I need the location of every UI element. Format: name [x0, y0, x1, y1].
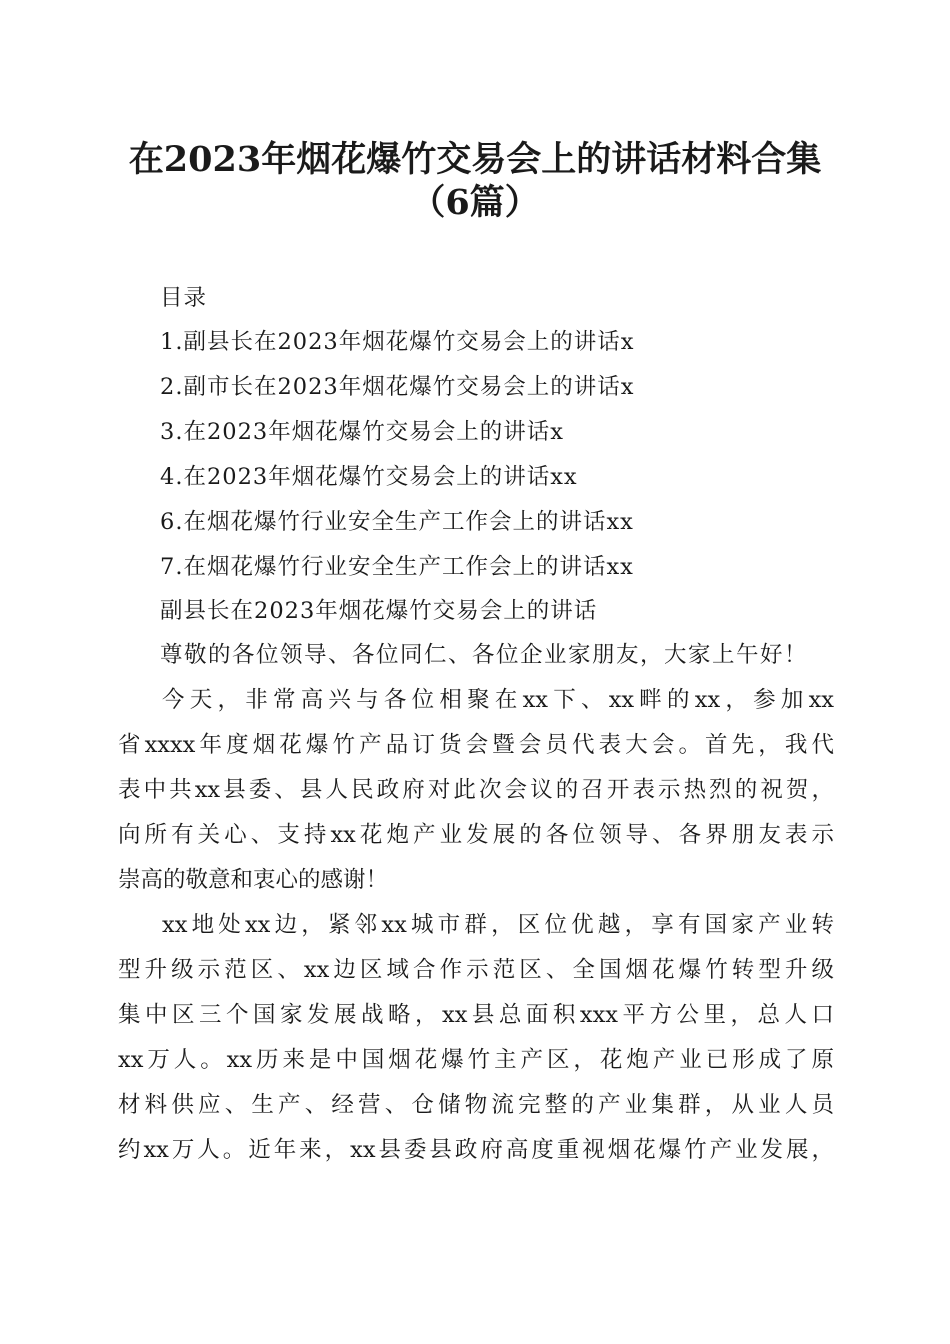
toc-item-5[interactable]: 6.在烟花爆竹行业安全生产工作会上的讲话xx	[160, 509, 634, 535]
toc-item-3[interactable]: 3.在2023年烟花爆竹交易会上的讲话x	[160, 419, 564, 445]
paragraph-line: 约xx万人。近年来，xx县委县政府高度重视烟花爆竹产业发展，	[118, 1137, 834, 1163]
paragraph-line: 今天，非常高兴与各位相聚在xx下、xx畔的xx，参加xx	[162, 687, 834, 713]
toc-heading: 目录	[160, 285, 208, 311]
paragraph-line: 集中区三个国家发展战略，xx县总面积xxx平方公里，总人口	[118, 1002, 834, 1028]
paragraph-line: 表中共xx县委、县人民政府对此次会议的召开表示热烈的祝贺，	[118, 777, 834, 803]
article-paragraph-2	[118, 903, 834, 1173]
paragraph-line: 型升级示范区、xx边区域合作示范区、全国烟花爆竹转型升级	[118, 957, 834, 983]
toc-item-1[interactable]: 1.副县长在2023年烟花爆竹交易会上的讲话x	[160, 329, 635, 355]
toc-item-6[interactable]: 7.在烟花爆竹行业安全生产工作会上的讲话xx	[160, 554, 634, 580]
toc-item-2[interactable]: 2.副市长在2023年烟花爆竹交易会上的讲话x	[160, 374, 635, 400]
paragraph-line: xx万人。xx历来是中国烟花爆竹主产区，花炮产业已形成了原	[118, 1047, 834, 1073]
document-title-line-2: （6篇）	[410, 182, 540, 223]
paragraph-line: 向所有关心、支持xx花炮产业发展的各位领导、各界朋友表示	[118, 822, 834, 848]
paragraph-line: 省xxxx年度烟花爆竹产品订货会暨会员代表大会。首先，我代	[118, 732, 834, 758]
article-heading: 副县长在2023年烟花爆竹交易会上的讲话	[160, 598, 598, 624]
toc-item-4[interactable]: 4.在2023年烟花爆竹交易会上的讲话xx	[160, 464, 578, 490]
paragraph-line: xx地处xx边，紧邻xx城市群，区位优越，享有国家产业转	[162, 912, 834, 938]
paragraph-line: 材料供应、生产、经营、仓储物流完整的产业集群，从业人员	[118, 1092, 834, 1118]
document-title-line-1: 在2023年烟花爆竹交易会上的讲话材料合集	[128, 139, 822, 180]
paragraph-line: 崇高的敬意和衷心的感谢！	[118, 867, 389, 893]
article-paragraph-1	[118, 678, 834, 903]
article-greeting: 尊敬的各位领导、各位同仁、各位企业家朋友，大家上午好！	[160, 642, 809, 668]
